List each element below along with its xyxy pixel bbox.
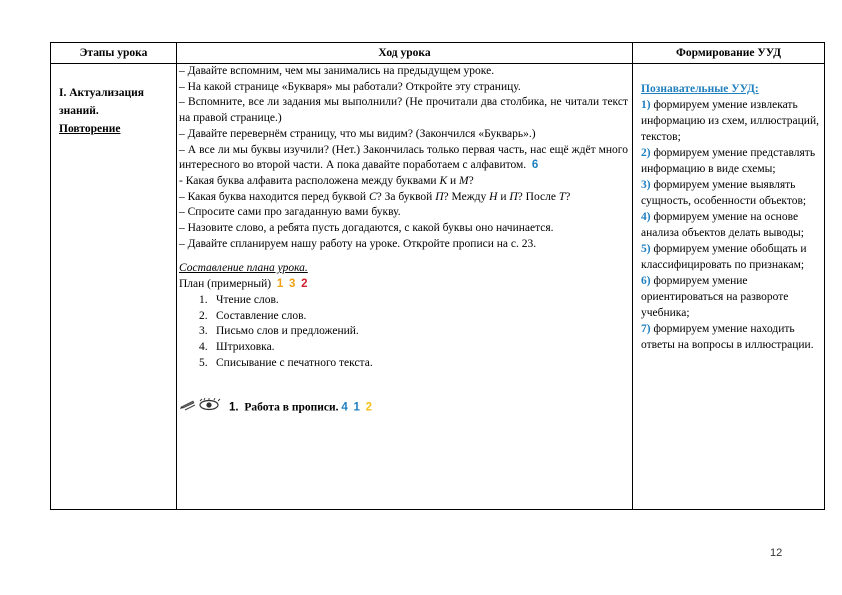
uud-item: 3) формируем умение выявлять сущность, особенности объектов; [641, 179, 807, 207]
pencil-eye-icon [179, 398, 223, 418]
work-line [179, 398, 628, 418]
course-line-word: – Назовите слово, а ребята пусть догадаются, с какой буквы оно начинается. [179, 222, 554, 235]
uud-item: 1) формируем умение извлекать информацию из схем, иллюстраций, текстов; [641, 99, 819, 143]
plan-item: 5. Списывание с печатного текста. [199, 356, 373, 369]
plan-title: Составление плана урока. [179, 262, 308, 275]
plan-list [179, 293, 628, 372]
lesson-table [50, 42, 825, 510]
plan-item: 1. Чтение слов. [199, 293, 279, 306]
plan-item: 2. Составление слов. [199, 309, 307, 322]
course-line-1: – Давайте вспомним, чем мы занимались на предыдущем уроке. [179, 65, 495, 77]
lesson-row [51, 64, 825, 510]
course-line-5-text: – А все ли мы буквы изучили? (Нет.) Закончилась только первая часть, нас ещё ждёт много интересного во второй части. А пока давайте поработаем с алфавитом. [179, 143, 628, 172]
course-cell [177, 64, 633, 510]
plan-label-line [179, 277, 628, 293]
work-marker-2: 1 [353, 401, 360, 414]
stage-title: I. Актуализация знаний. [59, 87, 145, 117]
question-letter-position: – Какая буква находится перед буквой С? За буквой П? Между Н и П? После Т? [179, 190, 571, 203]
stage-cell [51, 64, 177, 510]
uud-item: 6) формируем умение ориентироваться на развороте учебника; [641, 275, 789, 319]
uud-item: 4) формируем умение на основе анализа объектов делать выводы; [641, 211, 804, 239]
plan-marker-3: 2 [301, 278, 308, 291]
work-marker-1: 4 [341, 401, 348, 414]
stage-subtitle: Повторение [59, 123, 121, 135]
alphabet-marker: 6 [531, 159, 539, 172]
uud-cell [633, 64, 825, 510]
plan-item: 3. Письмо слов и предложений. [199, 325, 359, 338]
header-row [51, 43, 825, 64]
page-number: 12 [770, 547, 783, 559]
plan-marker-1: 1 [276, 278, 284, 291]
course-line-4: – Давайте перевернём страницу, что мы видим? (Закончился «Букварь».) [179, 127, 536, 140]
course-line-plan: – Давайте спланируем нашу работу на уроке. Откройте прописи на с. 23. [179, 237, 537, 250]
course-line-3: – Вспомните, все ли задания мы выполнили? (Не прочитали два столбика, не читали текст на правой странице.) [179, 96, 628, 125]
course-line-5 [179, 143, 628, 174]
header-uud: Формирование УУД [633, 43, 825, 64]
uud-item: 5) формируем умение обобщать и классифицировать по признакам; [641, 243, 807, 271]
plan-item: 4. Штриховка. [199, 340, 275, 353]
work-number: 1. [229, 401, 239, 414]
uud-heading: Познавательные УУД: [641, 83, 759, 95]
question-between-letters: - Какая буква алфавита расположена между буквами К и М? [179, 174, 474, 187]
course-line-ask: – Спросите сами про загаданную вами букву. [179, 206, 401, 219]
header-course: Ход урока [177, 43, 633, 64]
course-line-2: – На какой странице «Букваря» мы работали? Откройте эту страницу. [179, 80, 521, 93]
plan-marker-2: 3 [288, 278, 296, 291]
uud-item: 7) формируем умение находить ответы на вопросы в иллюстрации. [641, 323, 814, 351]
work-label: Работа в прописи. [244, 401, 339, 414]
work-marker-3: 2 [365, 401, 373, 414]
uud-item: 2) формируем умение представлять информацию в виде схемы; [641, 147, 816, 175]
header-stages: Этапы урока [51, 43, 177, 64]
plan-label: План (примерный) [179, 278, 272, 291]
